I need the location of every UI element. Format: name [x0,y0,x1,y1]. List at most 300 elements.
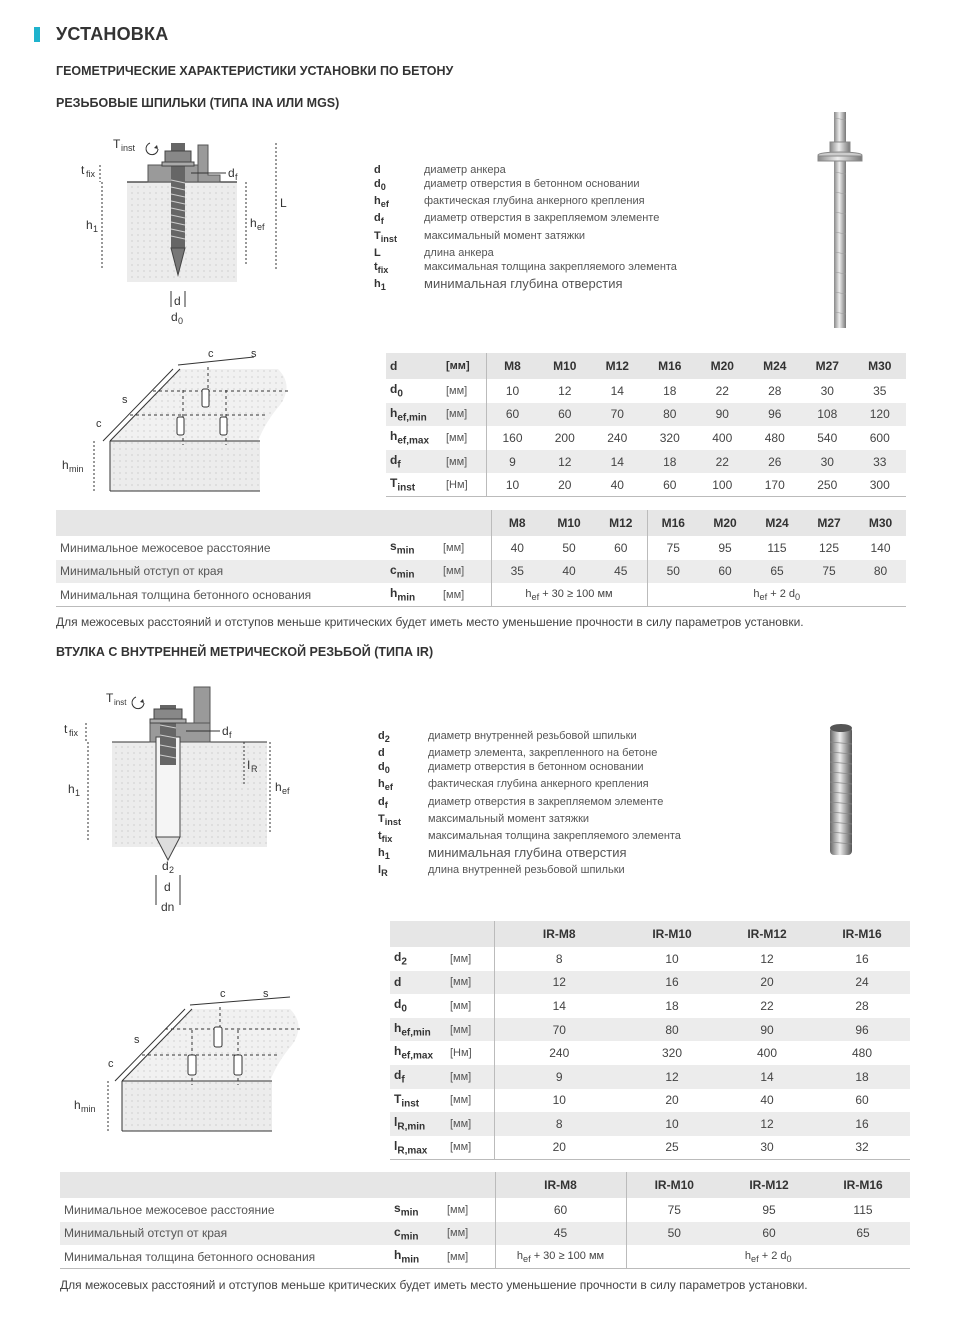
row-unit: [мм] [448,1136,494,1160]
legend-item [374,229,677,246]
value-cell: 33 [854,450,907,474]
svg-text:d: d [174,294,181,308]
value-cell: 125 [818,540,840,555]
legend-item [374,163,677,177]
legend-description: длина анкера [424,246,494,259]
legend-symbol-base: h [378,847,385,860]
svg-text:inst: inst [121,143,136,153]
row-label: Минимальная толщина бетонного основания [56,583,386,607]
legend-item [374,277,677,294]
row-unit: [Нм] [444,473,486,497]
table-row [390,947,910,971]
value-cell: 30 [801,450,854,474]
legend-symbol-sub: R [381,868,388,879]
symbol-sub: R,min [397,1121,426,1133]
value-cell: 400 [756,1046,778,1061]
symbol-sub: min [400,1207,419,1219]
symbol-sub: min [396,569,415,581]
row-unit: [мм] [448,1112,494,1136]
symbol-sub: inst [397,482,416,494]
value-cell: 320 [661,1046,683,1061]
header-cell: M27 [803,510,855,536]
value-cell: 95 [762,1202,776,1217]
row-unit: [мм] [444,403,486,427]
row-symbol [390,1089,448,1113]
row-unit: [Нм] [448,1041,494,1065]
symbol: l [394,1115,398,1130]
symbol-sub: ef,min [401,1027,431,1039]
sec1-note: Для межосевых расстояний и отступов меньше критических будет иметь место уменьшение прочности в силу параметров установки. [56,615,804,629]
row-unit: [мм] [444,379,486,403]
legend-symbol [374,211,424,228]
value-cell: 10 [665,951,679,966]
header-cell: IR-M10 [626,1172,722,1198]
symbol: h [390,429,398,444]
value-cell: 28 [855,998,869,1013]
value-cell: 12 [558,383,572,398]
value-cell: 20 [494,1136,624,1160]
header-cell: M12 [595,510,647,536]
header-cell: IR-M8 [495,1172,626,1198]
formula-base: h [516,1249,523,1262]
symbol: h [394,1044,402,1059]
row-label: Минимальная толщина бетонного основания [60,1245,390,1269]
tinst-label: T [113,137,121,151]
value-cell: 96 [814,1018,910,1042]
symbol-sub: f [401,1074,405,1086]
header-cell: M24 [749,353,802,379]
value-cell: 10 [486,473,539,497]
distance-row [56,560,906,584]
value-cell: 9 [494,1065,624,1089]
legend-symbol [378,795,428,812]
formula-sub: ef [523,1253,531,1264]
symbol: c [394,1224,401,1239]
formula-rest: + 30 ≥ 100 мм [539,587,613,600]
value-cell: 480 [764,430,785,445]
svg-text:min: min [81,1104,96,1114]
table-row [390,1089,910,1113]
legend-item [374,260,677,277]
legend-symbol-sub: 0 [380,182,386,193]
legend-symbol [378,760,428,777]
table-row [390,1112,910,1136]
symbol: d [394,975,402,990]
value-cell: 24 [814,971,910,995]
value-cell: 320 [659,430,680,445]
table-row [386,403,906,427]
svg-text:d: d [164,880,171,894]
svg-text:f: f [235,172,238,182]
legend-symbol-sub: 1 [380,282,386,293]
value-cell: 9 [486,450,539,474]
value-cell: 75 [647,536,699,560]
row-symbol [386,450,444,474]
svg-text:L: L [280,196,287,210]
symbol: h [394,1248,402,1263]
table-row [390,1041,910,1065]
formula-sub: 0 [795,591,801,602]
table-row [390,1018,910,1042]
value-cell: 100 [696,473,749,497]
legend-symbol-base: d [374,178,381,190]
table-row [390,994,910,1018]
row-unit: [мм] [448,971,494,995]
value-cell: 22 [715,383,729,398]
legend-description: диаметр внутренней резьбовой шпильки [428,730,637,742]
value-cell: 60 [699,560,751,584]
header-cell: M10 [543,510,595,536]
legend-description: фактическая глубина анкерного крепления [424,195,645,208]
legend-symbol-sub: inst [384,816,402,827]
legend-item [378,863,681,880]
svg-text:0: 0 [178,316,184,326]
svg-text:s: s [122,394,128,406]
section-subtitle: ГЕОМЕТРИЧЕСКИЕ ХАРАКТЕРИСТИКИ УСТАНОВКИ ПО БЕТОНУ [56,64,454,78]
header-blank [441,510,491,536]
header-cell: M20 [696,353,749,379]
header-cell: M24 [751,510,803,536]
heading-marker [34,27,40,42]
row-unit: [мм] [441,583,491,607]
value-cell: 160 [502,430,523,445]
row-label: Минимальное межосевое расстояние [60,540,271,555]
legend-symbol [374,194,424,211]
value-cell: 20 [539,473,592,497]
legend-item [378,846,681,863]
value-cell: 10 [624,1112,720,1136]
value-cell: 70 [591,403,644,427]
svg-text:h: h [74,1098,81,1112]
legend-symbol [374,163,424,177]
legend-item [378,777,681,794]
symbol-sub: 0 [397,388,403,400]
formula-rest: + 30 ≥ 100 мм [530,1249,605,1262]
value-cell: 12 [494,971,624,995]
legend-symbol-base: h [374,277,381,290]
svg-text:fix: fix [86,169,95,179]
value-cell: 95 [718,540,732,555]
formula-base: h [753,587,760,600]
header-blank [448,921,494,947]
value-cell: 16 [624,971,720,995]
value-cell: 40 [510,540,524,555]
symbol: h [390,405,398,420]
value-cell: 300 [854,473,907,497]
legend-description: фактическая глубина анкерного крепления [428,778,649,791]
value-cell: 8 [555,951,563,966]
symbol: d [390,382,398,397]
thickness-row [56,583,906,607]
symbol-sub: f [397,459,401,471]
value-cell: 10 [505,383,520,398]
value-cell: 240 [607,430,628,445]
value-cell: 20 [665,1093,679,1108]
legend-item [378,760,681,777]
legend-symbol [378,829,428,846]
value-cell: 240 [549,1046,570,1061]
sec2-parameters-table [390,921,910,1160]
symbol: s [390,539,397,554]
legend-symbol-base: h [374,195,381,208]
legend-symbol-base: h [378,778,385,791]
symbol: h [390,586,398,601]
header-cell: M20 [699,510,751,536]
row-label: Минимальное межосевое расстояние [64,1202,275,1217]
header-blank [60,1172,390,1198]
value-cell: 65 [816,1222,910,1246]
value-cell: 540 [817,430,838,445]
table-row [386,426,906,450]
svg-text:c: c [96,418,102,430]
legend-symbol [374,277,424,294]
header-cell: M16 [644,353,697,379]
distance-row [56,536,906,560]
value-cell: 96 [749,403,802,427]
legend-symbol-sub: 0 [384,765,390,776]
value-cell: 25 [624,1136,720,1160]
svg-text:1: 1 [93,224,99,234]
ir-socket-cross-section-diagram [60,685,310,915]
legend-symbol-sub: 2 [384,734,390,745]
legend-description: диаметр отверстия в бетонном основании [424,178,640,190]
value-cell: 80 [855,560,906,584]
row-unit: [мм] [441,536,491,560]
legend-description: диаметр анкера [424,164,506,176]
symbol: d [390,452,398,467]
header-cell: d [386,353,444,379]
value-cell: 32 [814,1136,910,1160]
value-cell: 26 [749,450,802,474]
symbol-sub: ef,min [397,412,427,424]
row-symbol [386,403,444,427]
value-cell: 12 [624,1065,720,1089]
row-symbol [390,1065,448,1089]
value-cell: 22 [760,998,774,1013]
value-cell: 120 [854,403,907,427]
legend-symbol-sub: 1 [384,851,390,862]
header-cell: M16 [647,510,699,536]
value-cell: 14 [610,383,624,398]
value-cell: 40 [591,473,644,497]
legend-symbol-base: d [374,212,381,225]
legend-description: максимальный момент затяжки [424,229,586,242]
table-row [390,971,910,995]
symbol: h [394,1020,402,1035]
value-cell: 18 [814,1065,910,1089]
svg-text:d: d [171,310,178,324]
symbol-sub: min [401,1254,420,1266]
anchor-washer [162,162,194,166]
header-cell: M30 [854,353,907,379]
value-cell: 14 [720,1065,814,1089]
page-title: УСТАНОВКА [56,24,169,44]
value-cell: 480 [851,1046,873,1061]
formula-rest: + 2 d [767,587,795,600]
svg-text:I: I [247,758,251,772]
legend-item [378,746,681,760]
row-unit: [мм] [445,1222,495,1246]
legend-symbol-sub: f [380,216,384,227]
row-symbol [390,1041,448,1065]
legend-symbol [378,863,428,880]
value-cell: 65 [751,560,803,584]
value-cell: 12 [539,450,592,474]
legend-item [374,177,677,194]
value-cell: 170 [749,473,802,497]
legend-item [378,829,681,846]
value-cell: 14 [591,450,644,474]
legend-description: максимальная толщина закрепляемого элемента [424,260,677,273]
formula-sub: 0 [786,1253,792,1264]
header-cell: IR-M8 [494,921,624,947]
anchor-nut [165,151,191,163]
header-cell: M10 [539,353,592,379]
row-unit: [мм] [448,1089,494,1113]
header-blank [56,510,386,536]
svg-text:t: t [81,163,85,177]
header-cell: IR-M10 [624,921,720,947]
legend-symbol-base: T [374,229,381,242]
sec2-legend [378,729,681,881]
legend-item [378,729,681,746]
row-unit: [мм] [445,1198,495,1222]
legend-symbol-sub: ef [384,782,393,793]
header-blank [386,510,441,536]
legend-symbol [374,246,424,260]
value-cell: 45 [495,1222,626,1246]
legend-item [374,194,677,211]
svg-text:s: s [134,1034,140,1046]
row-unit: [мм] [445,1245,495,1269]
value-cell: 60 [855,1093,869,1108]
header-cell: IR-M16 [814,921,910,947]
formula-base: h [744,1249,752,1262]
value-cell: 50 [626,1222,722,1246]
header-cell: IR-M12 [722,1172,816,1198]
value-cell: 60 [539,403,592,427]
svg-text:c: c [208,348,214,360]
row-symbol [390,1018,448,1042]
sec2-note: Для межосевых расстояний и отступов меньше критических будет иметь место уменьшение прочности в силу параметров установки. [60,1278,808,1292]
row-symbol [390,1136,448,1160]
legend-description: длина внутренней резьбовой шпильки [428,864,625,877]
value-cell: 8 [494,1112,624,1136]
legend-description: диаметр элемента, закрепленного на бетоне [428,747,658,760]
value-cell: 45 [595,560,647,584]
value-cell: 108 [801,403,854,427]
value-cell: 80 [624,1018,720,1042]
svg-text:h: h [86,218,93,232]
value-cell: 60 [722,1222,816,1246]
legend-symbol-base: L [374,246,381,259]
threaded-rod-photo [810,112,872,330]
value-cell: 18 [644,450,697,474]
formula-base: h [525,587,532,600]
legend-item [374,211,677,228]
symbol: l [394,1138,398,1153]
svg-text:inst: inst [114,698,127,707]
legend-symbol-base: d [378,795,385,808]
value-cell: 70 [494,1018,624,1042]
svg-text:s: s [263,988,269,1000]
anchor-cross-section-diagram [70,125,300,330]
value-cell: 200 [554,430,575,445]
row-symbol [390,1198,445,1222]
formula-sub: ef [751,1253,759,1264]
legend-symbol-base: l [378,864,382,877]
row-label: Минимальный отступ от края [60,1222,390,1246]
table-header-row [390,921,910,947]
legend-symbol-base: T [378,812,385,825]
thickness-formula-b [647,583,906,607]
row-unit: [мм] [448,947,494,971]
header-blank [445,1172,495,1198]
symbol-sub: 2 [401,956,407,968]
row-symbol [386,536,441,560]
row-symbol [390,1245,445,1269]
svg-text:c: c [108,1058,114,1070]
legend-symbol-base: d [378,747,385,760]
symbol: T [390,476,398,491]
svg-text:d: d [162,859,169,873]
value-cell: 115 [853,1202,873,1217]
value-cell: 28 [768,383,782,398]
legend-symbol-sub: ef [380,199,389,210]
svg-text:R: R [251,764,258,774]
value-cell: 40 [760,1093,774,1108]
legend-symbol [374,229,424,246]
table-header-row [386,353,906,379]
symbol-sub: R,max [397,1144,428,1156]
symbol: d [394,950,402,965]
table-row [386,473,906,497]
svg-text:d: d [228,166,235,180]
symbol-sub: ef,max [401,1050,434,1062]
symbol-sub: min [397,592,416,604]
value-cell: 60 [614,540,628,555]
distance-header-row [56,510,906,536]
legend-symbol-base: t [378,829,382,842]
legend-symbol [378,812,428,829]
value-cell: 80 [644,403,697,427]
legend-symbol-base: t [374,260,378,273]
distance-row [60,1222,910,1246]
legend-item [378,795,681,812]
legend-symbol [374,260,424,277]
ir-sleeve-photo [815,722,865,860]
legend-description: максимальный момент затяжки [428,812,590,825]
thickness-formula-b [626,1245,910,1269]
header-cell: M27 [801,353,854,379]
symbol-sub: inst [401,1098,420,1110]
thickness-row [60,1245,910,1269]
legend-symbol-base: d [378,730,385,742]
value-cell: 14 [552,998,566,1013]
formula-sub: ef [759,591,768,602]
distance-header-row [60,1172,910,1198]
legend-symbol [378,846,428,863]
value-cell: 60 [486,403,539,427]
value-cell: 600 [869,430,890,445]
symbol: c [390,562,397,577]
value-cell: 10 [552,1093,566,1108]
legend-description: минимальная глубина отверстия [428,845,627,861]
value-cell: 18 [665,998,679,1013]
value-cell: 20 [720,971,814,995]
symbol: T [394,1091,402,1106]
row-symbol [390,1112,448,1136]
